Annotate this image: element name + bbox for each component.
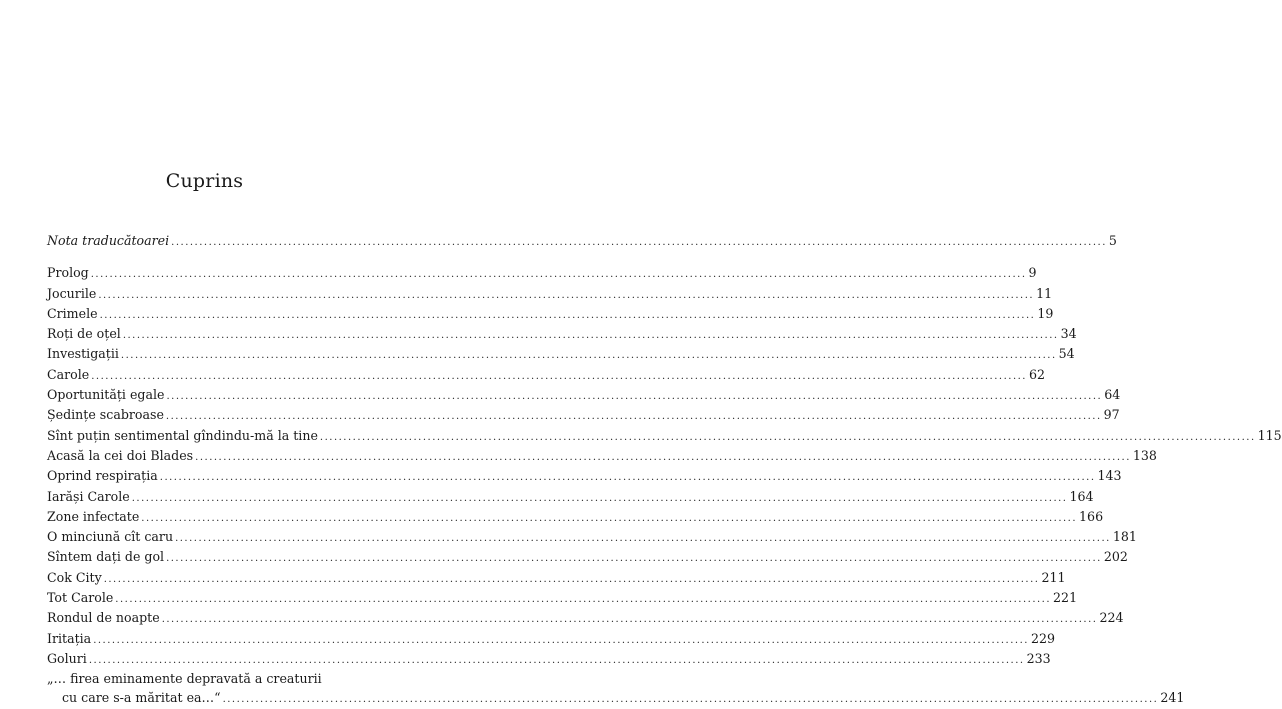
toc-page-number: 164 bbox=[1069, 488, 1094, 504]
toc-entry[interactable] bbox=[47, 528, 1137, 548]
leader-dots: ........................................................................................................................................................................................................ bbox=[103, 573, 1040, 585]
leader-dots: ........................................................................................................................................................................................................ bbox=[91, 370, 1027, 382]
toc-entry-label: Sîntem dați de gol bbox=[47, 549, 165, 565]
toc-entry-label: Zone infectate bbox=[47, 508, 140, 524]
toc-entry-intro[interactable] bbox=[47, 232, 1117, 252]
toc-page-number: 115 bbox=[1257, 427, 1282, 443]
leader-dots: ........................................................................................................................................................................................................ bbox=[222, 693, 1159, 705]
toc-entry[interactable] bbox=[47, 264, 1037, 284]
leader-dots: ........................................................................................................................................................................................................ bbox=[120, 350, 1057, 362]
toc-entry-label: Ședințe scabroase bbox=[47, 407, 164, 423]
toc-entry-label: Tot Carole bbox=[47, 590, 114, 606]
toc-page-number: 166 bbox=[1079, 508, 1104, 524]
toc-entry[interactable] bbox=[47, 609, 1124, 629]
toc-page-number: 11 bbox=[1036, 285, 1053, 301]
toc-page-number: 233 bbox=[1026, 650, 1051, 666]
leader-dots: ........................................................................................................................................................................................................ bbox=[122, 330, 1059, 342]
toc-entry[interactable] bbox=[47, 285, 1053, 305]
toc-entry-label: Sînt puțin sentimental gîndindu-mă la tine bbox=[47, 427, 318, 443]
toc-entry[interactable] bbox=[47, 366, 1046, 386]
toc-page-number: 64 bbox=[1104, 387, 1121, 403]
leader-dots: ........................................................................................................................................................................................................ bbox=[165, 411, 1102, 423]
toc-entry[interactable] bbox=[47, 589, 1078, 609]
toc-entry-label: Goluri bbox=[47, 650, 87, 666]
toc-page-number: 229 bbox=[1030, 630, 1055, 646]
leader-dots: ........................................................................................................................................................................................................ bbox=[166, 391, 1103, 403]
leader-dots: ........................................................................................................................................................................................................ bbox=[195, 451, 1131, 463]
toc-page-number: 97 bbox=[1103, 407, 1120, 423]
toc-page-number: 221 bbox=[1053, 590, 1078, 606]
toc-entry[interactable] bbox=[47, 630, 1055, 650]
toc-page-number: 211 bbox=[1041, 569, 1066, 585]
leader-dots: ........................................................................................................................................................................................................ bbox=[131, 492, 1068, 504]
toc-page-number: 5 bbox=[1108, 233, 1117, 248]
toc-entry[interactable] bbox=[47, 406, 1120, 426]
leader-dots: ........................................................................................................................................................................................................ bbox=[88, 654, 1025, 666]
leader-dots: ........................................................................................................................................................................................................ bbox=[141, 512, 1078, 524]
toc-entry-label: Cok City bbox=[47, 569, 102, 585]
toc-entry-list bbox=[47, 264, 1282, 670]
leader-dots: ........................................................................................................................................................................................................ bbox=[161, 614, 1098, 626]
toc-entry[interactable] bbox=[47, 569, 1066, 589]
toc-page-number: 138 bbox=[1132, 447, 1157, 463]
toc-entry[interactable] bbox=[47, 650, 1051, 670]
toc-entry-label: Iarăși Carole bbox=[47, 488, 130, 504]
leader-dots: ........................................................................................................................................................................................................ bbox=[166, 553, 1102, 565]
toc-page-number: 143 bbox=[1097, 468, 1122, 484]
toc-entry[interactable] bbox=[47, 305, 1054, 325]
spacer bbox=[47, 252, 365, 264]
toc-entry-label: Carole bbox=[47, 366, 90, 382]
toc-entry-label-line1: „… firea eminamente depravată a creaturii bbox=[47, 671, 322, 687]
toc-entry[interactable] bbox=[47, 447, 1157, 467]
toc-entry-label-line2: cu care s-a măritat ea…“ bbox=[62, 689, 221, 705]
toc-page-number: 9 bbox=[1028, 265, 1037, 281]
leader-dots: ........................................................................................................................................................................................................ bbox=[90, 269, 1027, 281]
toc-page-number: 224 bbox=[1099, 610, 1124, 626]
toc-entry[interactable] bbox=[47, 488, 1094, 508]
toc-entry-label: Prolog bbox=[47, 265, 89, 281]
toc-entry[interactable] bbox=[47, 427, 1282, 447]
toc-entry[interactable] bbox=[47, 386, 1121, 406]
toc-entry-label: Roți de oțel bbox=[47, 326, 121, 342]
leader-dots: ........................................................................................................................................................................................................ bbox=[319, 431, 1256, 443]
leader-dots: ........................................................................................................................................................................................................ bbox=[171, 237, 1107, 248]
toc-entry[interactable] bbox=[47, 325, 1077, 345]
table-of-contents bbox=[47, 232, 1282, 709]
toc-page-number: 54 bbox=[1058, 346, 1075, 362]
toc-entry-label: Oprind respirația bbox=[47, 468, 158, 484]
toc-entry[interactable] bbox=[47, 508, 1104, 528]
toc-entry-label: Oportunități egale bbox=[47, 387, 165, 403]
toc-entry-label: Nota traducătoarei bbox=[47, 233, 170, 248]
toc-page-number: 19 bbox=[1037, 305, 1054, 321]
toc-entry-label: Iritația bbox=[47, 630, 92, 646]
toc-page-number: 181 bbox=[1112, 529, 1137, 545]
leader-dots: ........................................................................................................................................................................................................ bbox=[175, 533, 1111, 545]
leader-dots: ........................................................................................................................................................................................................ bbox=[93, 634, 1029, 646]
toc-entry-label: Crimele bbox=[47, 305, 98, 321]
toc-entry-label: Rondul de noapte bbox=[47, 610, 160, 626]
leader-dots: ........................................................................................................................................................................................................ bbox=[99, 309, 1036, 321]
toc-entry-label: Investigații bbox=[47, 346, 119, 362]
page-title: Cuprins bbox=[165, 170, 244, 192]
toc-entry[interactable] bbox=[47, 467, 1122, 487]
toc-entry-last[interactable] bbox=[47, 670, 1185, 709]
leader-dots: ........................................................................................................................................................................................................ bbox=[98, 289, 1035, 301]
toc-entry-label: O minciună cît caru bbox=[47, 529, 174, 545]
leader-dots: ........................................................................................................................................................................................................ bbox=[115, 594, 1052, 606]
toc-page-number: 241 bbox=[1160, 689, 1185, 705]
toc-entry[interactable] bbox=[47, 345, 1075, 365]
leader-dots: ........................................................................................................................................................................................................ bbox=[159, 472, 1096, 484]
toc-page-number: 62 bbox=[1028, 366, 1046, 382]
toc-page-number: 34 bbox=[1060, 326, 1077, 342]
toc-page-number: 202 bbox=[1103, 549, 1128, 565]
toc-entry-label: Acasă la cei doi Blades bbox=[47, 447, 194, 463]
toc-entry[interactable] bbox=[47, 548, 1128, 568]
toc-entry-label: Jocurile bbox=[47, 285, 97, 301]
